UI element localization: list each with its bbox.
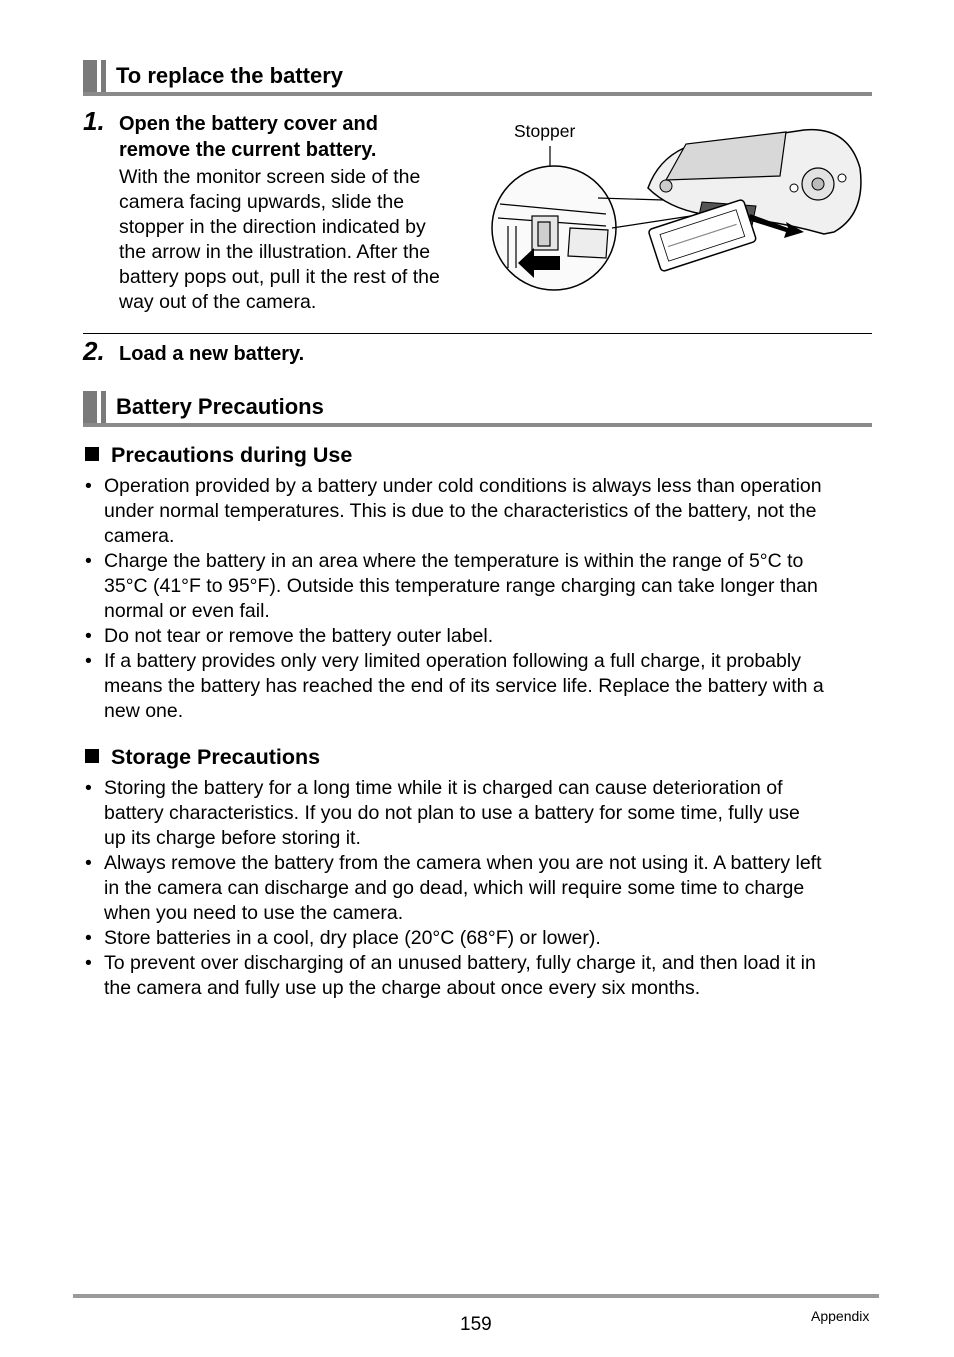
list-item-line: camera. (104, 525, 175, 547)
use-precautions-list (83, 474, 873, 724)
body-line: With the monitor screen side of the (119, 166, 421, 188)
subheading-text: Precautions during Use (111, 443, 353, 467)
step-divider (83, 333, 872, 334)
list-item-line: • If a battery provides only very limited operation following a full charge, it probably (104, 650, 801, 672)
header-bar-decoration (101, 391, 106, 423)
body-line: stopper in the direction indicated by (119, 216, 426, 238)
subheading-storage-precautions (85, 744, 320, 770)
step-number: 2. (83, 336, 105, 366)
list-item (83, 624, 873, 649)
page-number: 159 (460, 1314, 492, 1335)
step-title-line: Open the battery cover and (119, 113, 378, 135)
list-item-line: • Storing the battery for a long time while it is charged can cause deterioration of (104, 777, 783, 799)
list-item-line: • Do not tear or remove the battery outer label. (104, 625, 494, 647)
list-item (83, 926, 873, 951)
list-item-line: the camera and fully use up the charge about once every six months. (104, 977, 701, 999)
step-number: 1. (83, 106, 105, 136)
section-header-replace-battery (83, 60, 872, 96)
list-item-line: means the battery has reached the end of its service life. Replace the battery with a (104, 675, 824, 697)
header-bar-decoration (83, 391, 97, 423)
list-item-line: up its charge before storing it. (104, 827, 361, 849)
list-item-line: • To prevent over discharging of an unused battery, fully charge it, and then load it in (104, 952, 816, 974)
footer-section-name: Appendix (811, 1308, 870, 1324)
step-body (119, 165, 440, 315)
list-item-line: • Always remove the battery from the camera when you are not using it. A battery left (104, 852, 822, 874)
list-item (83, 851, 873, 926)
list-item-line: 35°C (41°F to 95°F). Outside this temperature range charging can take longer than (104, 575, 818, 597)
list-item-line: battery characteristics. If you do not plan to use a battery for some time, fully use (104, 802, 800, 824)
header-rule (83, 423, 872, 427)
footer-rule (73, 1294, 879, 1298)
step-title: Load a new battery. (119, 343, 305, 365)
body-line: camera facing upwards, slide the (119, 191, 405, 213)
list-item-line: normal or even fail. (104, 600, 270, 622)
list-item-line: • Store batteries in a cool, dry place (20°C (68°F) or lower). (104, 927, 601, 949)
subheading-text: Storage Precautions (111, 745, 321, 769)
list-item (83, 474, 873, 549)
list-item-line: when you need to use the camera. (104, 902, 404, 924)
storage-precautions-list (83, 776, 873, 1001)
list-item (83, 649, 873, 724)
header-bar-decoration (101, 60, 106, 92)
section-title: To replace the battery (116, 63, 343, 88)
list-item-line: under normal temperatures. This is due to the characteristics of the battery, not the (104, 500, 817, 522)
body-line: battery pops out, pull it the rest of the (119, 266, 440, 288)
list-item (83, 951, 873, 1001)
list-item-line: new one. (104, 700, 184, 722)
list-item-line: in the camera can discharge and go dead, which will require some time to charge (104, 877, 805, 899)
list-item (83, 776, 873, 851)
battery-removal-illustration (488, 118, 868, 298)
section-header-battery-precautions (83, 391, 872, 427)
header-rule (83, 92, 872, 96)
section-title: Battery Precautions (116, 394, 324, 419)
step-title-line: remove the current battery. (119, 139, 377, 161)
subheading-use-precautions (85, 442, 352, 468)
body-line: way out of the camera. (119, 291, 317, 313)
stopper-label: Stopper (514, 121, 576, 141)
square-bullet-icon (85, 447, 99, 461)
step-title (119, 111, 378, 163)
square-bullet-icon (85, 749, 99, 763)
list-item (83, 549, 873, 624)
list-item-line: • Operation provided by a battery under cold conditions is always less than operation (104, 475, 822, 497)
header-bar-decoration (83, 60, 97, 92)
body-line: the arrow in the illustration. After the (119, 241, 431, 263)
list-item-line: • Charge the battery in an area where the temperature is within the range of 5°C to (104, 550, 804, 572)
